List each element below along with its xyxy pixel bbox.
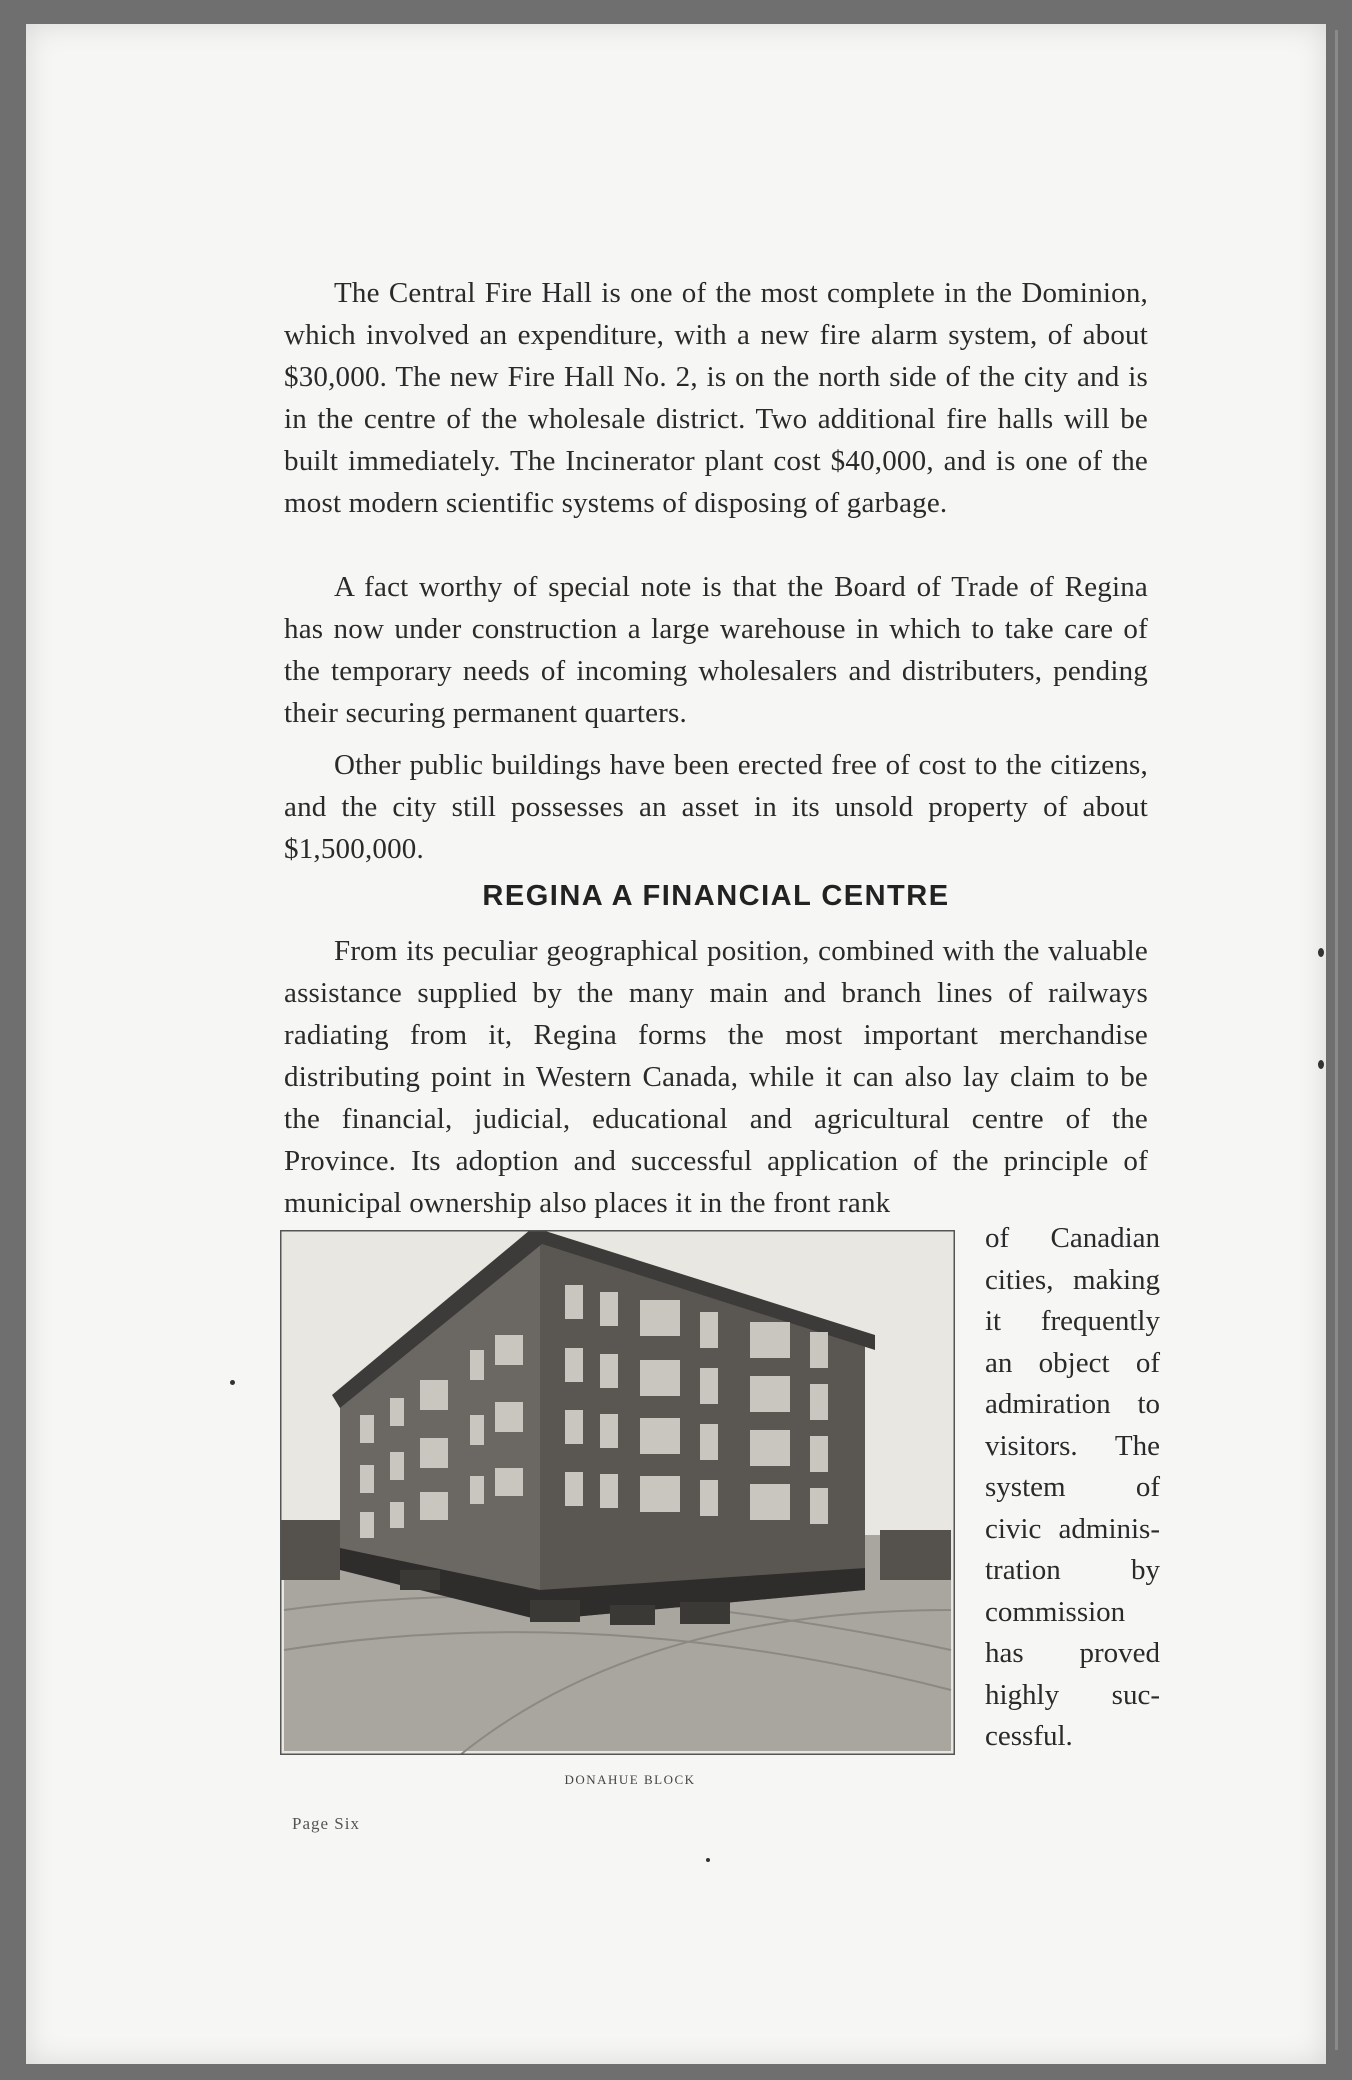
print-speck — [706, 1858, 710, 1862]
side-line: it frequently — [985, 1305, 1160, 1337]
section-heading: REGINA A FINANCIAL CENTRE — [482, 880, 950, 912]
side-line: of Canadian — [985, 1222, 1160, 1254]
side-line: cities, making — [985, 1263, 1160, 1296]
page-number: Page Six — [292, 1814, 360, 1833]
side-line: admiration to — [985, 1388, 1160, 1420]
side-line: civic adminis- — [985, 1512, 1160, 1545]
paragraph-fire-hall: The Central Fire Hall is one of the most complete in the Dominion, which involved an expenditure, with a new fire alarm system, of about $30,000. The new Fire Hall No. 2, is on the north side of the city and is in the centre of the wholesale district. Two additional fire halls will be built immediately. The Incinerator plant cost $40,000, and is one of the most modern scientific systems of disposing of garbage. — [284, 277, 1148, 519]
photo-caption: DONAHUE BLOCK — [564, 1772, 696, 1787]
side-line: system of — [985, 1471, 1160, 1503]
side-line: highly suc- — [985, 1678, 1160, 1711]
side-line: cessful. — [985, 1720, 1073, 1752]
print-speck — [230, 1380, 235, 1385]
side-line: visitors. The — [985, 1429, 1160, 1462]
donahue-block-photo — [280, 1230, 955, 1755]
side-line: has proved — [985, 1637, 1160, 1669]
side-line: commission — [985, 1595, 1126, 1628]
side-line: an object of — [985, 1346, 1160, 1379]
paragraph-financial-centre: From its peculiar geographical position, combined with the valuable assistance supplied by the many main and branch lines of railways radiating from it, Regina forms the most important merchandise distributing point in Western Canada, while it can also lay claim to be the financial, judicial, educational and agricultural centre of the Province. Its adoption and successful application of the principle of municipal ownership also places it in the front rank — [284, 935, 1148, 1219]
paragraph-board-of-trade: A fact worthy of special note is that the Board of Trade of Regina has now under construction a large warehouse in which to take care of the temporary needs of incoming wholesalers and distributers, pending their securing permanent quarters. — [284, 571, 1148, 729]
side-line: tration by — [985, 1554, 1160, 1586]
paragraph-public-buildings: Other public buildings have been erected free of cost to the citizens, and the city still possesses an asset in its unsold property of about $1,500,000. — [284, 749, 1148, 865]
page-edge — [1335, 30, 1338, 2050]
side-column-text — [985, 1218, 1160, 1758]
print-speck — [1318, 1060, 1324, 1069]
print-speck — [1318, 948, 1324, 957]
